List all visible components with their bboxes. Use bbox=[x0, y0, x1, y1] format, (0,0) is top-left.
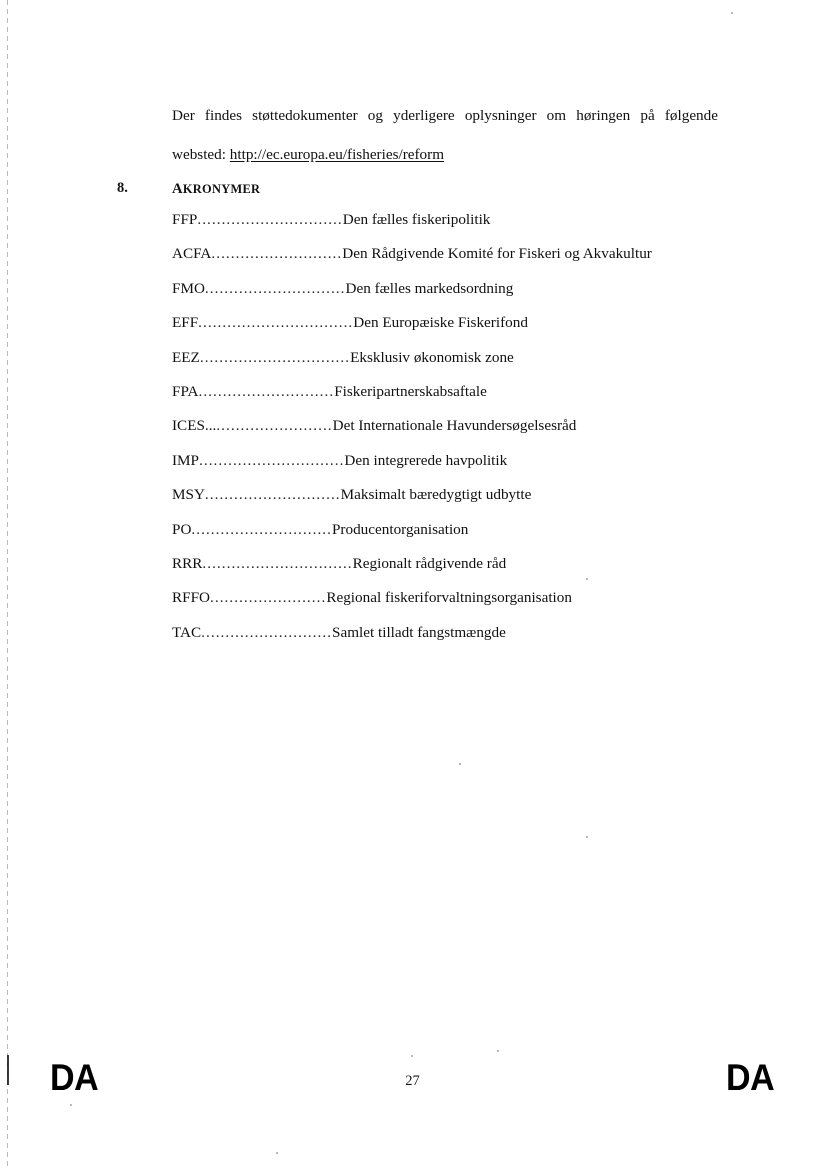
acronym-definition: Fiskeripartnerskabsaftale bbox=[334, 382, 487, 400]
acronym-term: MSY bbox=[172, 486, 205, 504]
acronym-term: EFF bbox=[172, 314, 199, 332]
acronym-dot-leader: ............................ bbox=[198, 382, 335, 400]
section-number: 8. bbox=[117, 180, 128, 196]
acronym-dot-leader: ............................... bbox=[202, 554, 353, 572]
acronym-row bbox=[172, 280, 732, 314]
intro-paragraph bbox=[172, 106, 718, 165]
acronym-term: RFFO bbox=[172, 589, 210, 607]
language-marker-left: DA bbox=[50, 1057, 99, 1098]
scan-speck bbox=[586, 836, 588, 838]
acronym-dot-leader: ........................... bbox=[201, 623, 333, 641]
acronym-row bbox=[172, 245, 732, 279]
acronym-term: ACFA bbox=[172, 245, 212, 263]
section-heading bbox=[0, 180, 825, 200]
acronym-term: IMP bbox=[172, 451, 200, 469]
acronym-dot-leader: ............................ bbox=[204, 486, 341, 504]
acronym-row bbox=[172, 624, 732, 658]
acronym-definition: Samlet tilladt fangstmængde bbox=[332, 623, 506, 641]
acronym-row bbox=[172, 555, 732, 589]
acronym-dot-leader: ........................ bbox=[216, 417, 333, 435]
acronym-dot-leader: ........................ bbox=[210, 589, 327, 607]
scan-speck bbox=[497, 1050, 499, 1052]
acronym-row bbox=[172, 314, 732, 348]
acronym-dot-leader: .............................. bbox=[197, 211, 343, 228]
acronym-definition: Den integrerede havpolitik bbox=[344, 451, 508, 469]
acronym-definition: Maksimalt bæredygtigt udbytte bbox=[340, 486, 532, 504]
acronym-definition: Eksklusiv økonomisk zone bbox=[350, 348, 514, 366]
acronym-definition: Den fælles fiskeripolitik bbox=[342, 211, 491, 228]
acronym-dot-leader: ............................. bbox=[191, 520, 332, 538]
acronym-definition: Den Rådgivende Komité for Fiskeri og Akvakultur bbox=[342, 245, 652, 263]
acronym-term: TAC bbox=[172, 623, 202, 641]
acronym-dot-leader: ............................. bbox=[204, 279, 346, 297]
acronym-row bbox=[172, 417, 732, 451]
acronym-dot-leader: .............................. bbox=[199, 451, 345, 469]
acronym-row bbox=[172, 521, 732, 555]
scan-speck bbox=[731, 12, 733, 14]
scan-speck bbox=[459, 763, 461, 765]
language-marker-right: DA bbox=[726, 1057, 775, 1098]
acronym-list bbox=[172, 211, 732, 658]
acronym-row bbox=[172, 349, 732, 383]
acronym-row bbox=[172, 452, 732, 486]
acronym-dot-leader: ............................... bbox=[199, 348, 351, 366]
acronym-definition: Producentorganisation bbox=[331, 520, 469, 538]
acronym-term: EEZ bbox=[172, 348, 200, 366]
intro-website-label: websted: bbox=[172, 146, 230, 164]
acronym-row bbox=[172, 383, 732, 417]
acronym-term: FMO bbox=[172, 279, 205, 297]
acronym-definition: Regionalt rådgivende råd bbox=[352, 554, 507, 572]
section-title-rest: KRONYMER bbox=[182, 182, 261, 196]
reform-website-link[interactable]: http://ec.europa.eu/fisheries/reform bbox=[229, 146, 445, 164]
acronym-definition: Regional fiskeriforvaltningsorganisation bbox=[326, 589, 572, 607]
acronym-definition: Den fælles markedsordning bbox=[345, 279, 514, 297]
scan-speck bbox=[276, 1152, 278, 1154]
page-number: 27 bbox=[405, 1073, 420, 1089]
acronym-dot-leader: ........................... bbox=[211, 245, 343, 263]
acronym-row bbox=[172, 211, 732, 245]
intro-line-1: Der findes støttedokumenter og yderligere oplysninger om høringen på følgende bbox=[172, 107, 718, 124]
section-title bbox=[172, 181, 260, 198]
acronym-term: FFP bbox=[172, 211, 198, 228]
scan-speck bbox=[411, 1055, 413, 1057]
section-title-initial: A bbox=[172, 181, 183, 197]
acronym-definition: Den Europæiske Fiskerifond bbox=[353, 314, 528, 332]
scan-speck bbox=[70, 1104, 72, 1106]
intro-line-2 bbox=[172, 145, 718, 165]
acronym-dot-leader: ................................ bbox=[198, 314, 354, 332]
acronym-term: PO bbox=[172, 520, 192, 538]
scan-artifact-line bbox=[7, 0, 8, 1168]
acronym-term: FPA bbox=[172, 382, 199, 400]
acronym-row bbox=[172, 486, 732, 520]
acronym-row bbox=[172, 589, 732, 623]
acronym-term: ICES... bbox=[172, 417, 217, 435]
acronym-term: RRR bbox=[172, 554, 203, 572]
acronym-definition: Det Internationale Havundersøgelsesråd bbox=[332, 417, 577, 435]
